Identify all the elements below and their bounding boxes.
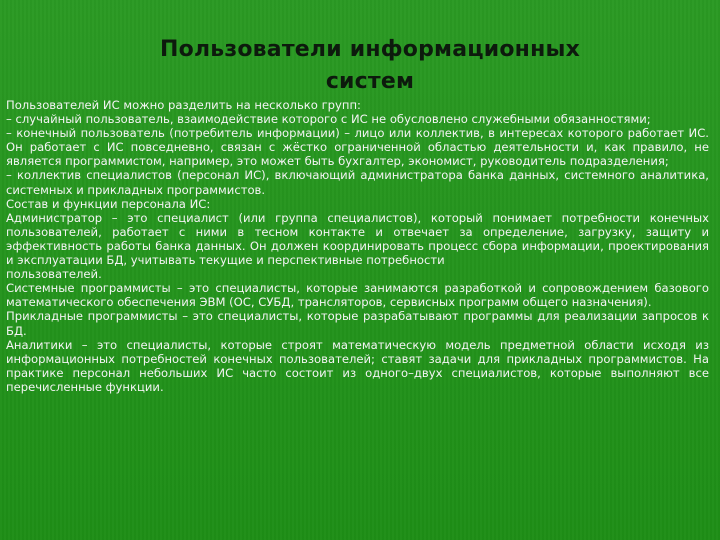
paragraph-casual-user: – случайный пользователь, взаимодействие которого с ИС не обусловлено служебными обязанностями; xyxy=(6,112,651,127)
paragraph-analysts: Аналитики – это специалисты, которые строят математическую модель предметной области исходя из информационных потребностей конечных пользователей; ставят задачи для прикладных программистов. На практике персонал небольших ИС часто состоит из одного–двух специалистов, которые выполняют все перечисленные функции. xyxy=(6,337,709,394)
paragraph-staff: – коллектив специалистов (персонал ИС), включающий администратора банка данных, системного аналитика, системных и прикладных программистов. xyxy=(6,168,709,197)
slide-body xyxy=(6,98,709,394)
slide-title-line-1: Пользователи информационных xyxy=(160,37,580,62)
paragraph-application-programmers: Прикладные программисты – это специалисты, которые разрабатывают программы для реализации запросов к БД. xyxy=(6,309,709,338)
paragraph-intro: Пользователей ИС можно разделить на несколько групп: xyxy=(6,98,361,112)
slide-title-line-2: систем xyxy=(325,69,415,94)
paragraph-staff-heading: Состав и функции персонала ИС: xyxy=(6,196,211,211)
paragraph-administrator-end: пользователей. xyxy=(6,267,102,282)
paragraph-end-user: – конечный пользователь (потребитель информации) – лицо или коллектив, в интересах которого работает ИС. Он работает с ИС повседневно, связан с жёстко ограниченной областью деятельности и, как правило, не является программистом, например, это может быть бухгалтер, экономист, руководитель подразделения; xyxy=(6,126,709,169)
paragraph-system-programmers: Системные программисты – это специалисты, которые занимаются разработкой и сопровождением базового математического обеспечения ЭВМ (ОС, СУБД, трансляторов, сервисных программ общего назначения). xyxy=(6,281,709,310)
paragraph-administrator: Администратор – это специалист (или группа специалистов), который понимает потребности конечных пользователей, работает с ними в тесном контакте и отвечает за определение, загрузку, защиту и эффективность работы банка данных. Он должен координировать процесс сбора информации, проектирования и эксплуатации БД, учитывать текущие и перспективные потребности xyxy=(6,210,709,268)
slide-title xyxy=(110,34,630,98)
